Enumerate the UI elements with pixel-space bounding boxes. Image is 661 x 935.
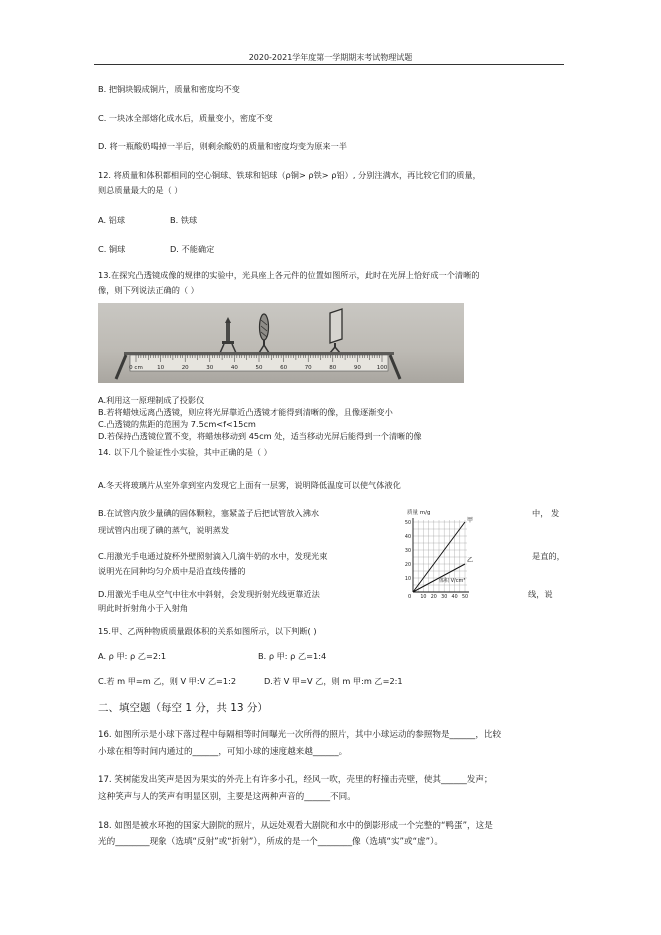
series-yi-label: 乙 [467, 557, 474, 564]
optical-bench-photo [98, 303, 464, 383]
ruler-label: 70 [304, 365, 312, 371]
q14-option-a: A.冬天将玻璃片从室外拿到室内发现它上面有一层雾，说明降低温度可以使气体液化 [98, 480, 401, 490]
q13-stem-line2: 像，则下列说法正确的（ ） [98, 285, 199, 295]
ruler-label: 30 [206, 365, 214, 371]
q18-line1: 18. 如图是被水环抱的国家大剧院的照片，从远处观看大剧院和水中的倒影形成一个完整的“鸭蛋”，这是 [98, 821, 493, 831]
q14-option-d-line1-end: 线，说 [528, 589, 553, 599]
q15-option-a: A. ρ 甲: ρ 乙=2:1 [98, 651, 167, 661]
q11-option-c: C. 一块冰全部熔化成水后，质量变小，密度不变 [98, 113, 273, 123]
ruler-label: 60 [280, 365, 288, 371]
candle-icon [220, 317, 236, 353]
q15-option-b: B. ρ 甲: ρ 乙=1:4 [258, 651, 327, 661]
q14-stem: 14. 以下几个验证性小实验，其中正确的是（ ） [98, 447, 272, 457]
graph-x-tick-labels [420, 594, 468, 600]
q14-option-b-line1-end: 中， 发 [532, 508, 560, 518]
q18-line2: 光的________现象（选填“反射”或“折射”），所成的是一个________像（选填“实”或“虚”）。 [98, 837, 443, 847]
graph-x-tick-label: 10 [420, 595, 427, 600]
q14-option-c-line1-end: 是直的， [532, 551, 565, 561]
q11-option-d: D. 将一瓶酸奶喝掉一半后，则剩余酸奶的质量和密度均变为原来一半 [98, 141, 347, 151]
bench-rail [124, 352, 394, 355]
q12-option-b: B. 铁球 [170, 215, 198, 225]
bench-leg-left [116, 355, 126, 379]
bench-leg-right [390, 355, 400, 379]
ruler-label: 20 [181, 365, 189, 371]
optical-bench-illustration [98, 303, 464, 383]
q12-stem-line1: 12. 将质量和体积都相同的空心铜球、铁球和铝球（ρ铜> ρ铁> ρ铝）, 分别注满水，再比较它们的质量， [98, 170, 481, 180]
ruler-label: 50 [255, 365, 263, 371]
graph-y-tick-label: 30 [404, 549, 411, 554]
mass-volume-graph-svg [403, 506, 485, 600]
graph-x-tick-label: 20 [430, 595, 437, 600]
ruler-label: 90 [353, 365, 361, 371]
q14-option-d-line1: D.用激光手电从空气中往水中斜射，会发现折射光线更靠近法 [98, 589, 320, 599]
q14-option-c-line1: C.用激光手电通过旋杯外壁照射滴入几滴牛奶的水中，发现光束 [98, 551, 328, 561]
q12-stem-line2: 则总质量最大的是（ ） [98, 185, 183, 195]
graph-y-tick-label: 10 [404, 577, 411, 582]
q15-stem: 15.甲、乙两种物质质量跟体积的关系如图所示，以下判断( ) [98, 626, 317, 636]
q14-option-c-line2: 说明光在同种均匀介质中是沿直线传播的 [98, 566, 246, 576]
section-2-title: 二、填空题（每空 1 分，共 13 分） [98, 702, 268, 714]
ruler-label: 0 cm [129, 365, 143, 371]
q13-option-c: C.凸透镜的焦距的范围为 7.5cm<f<15cm [98, 419, 256, 429]
q13-option-d: D.若保持凸透镜位置不变，将蜡烛移动到 45cm 处，适当移动光屏后能得到一个清晰的像 [98, 431, 422, 441]
q13-option-b: B.若将蜡烛远离凸透镜，则应将光屏靠近凸透镜才能得到清晰的像，且像逐渐变小 [98, 407, 393, 417]
ruler-label: 100 [376, 365, 388, 371]
q15-option-d: D.若 V 甲=V 乙，则 m 甲:m 乙=2:1 [264, 676, 403, 686]
q12-option-d: D. 不能确定 [170, 244, 215, 254]
q17-line1: 17. 笑树能发出笑声是因为果实的外壳上有许多小孔，经风一吹，壳里的籽撞击壳壁，使其______发声； [98, 775, 493, 785]
graph-xlabel: 体积 V/cm³ [439, 578, 466, 584]
mass-volume-graph [403, 506, 485, 600]
ruler-label: 80 [329, 365, 337, 371]
q17-line2: 这种笑声与人的笑声有明显区别，主要是这两种声音的______不同。 [98, 792, 356, 802]
q14-option-b-line1: B.在试管内放少量碘的固体颗粒，塞紧盖子后把试管放入沸水 [98, 508, 320, 518]
graph-x-tick-label: 50 [461, 595, 469, 600]
q12-option-c: C. 铜球 [98, 244, 126, 254]
ruler-label: 40 [230, 365, 238, 371]
convex-lens-icon [259, 314, 269, 353]
q13-option-a: A.利用这一原理制成了投影仪 [98, 395, 205, 405]
graph-x-tick-label: 30 [441, 595, 448, 600]
graph-y-tick-label: 40 [404, 535, 411, 540]
q11-option-b: B. 把铜块锻成铜片，质量和密度均不变 [98, 84, 240, 94]
q16-line2: 小球在相等时间内通过的______，可知小球的速度越来越______。 [98, 747, 348, 757]
graph-x-tick-label: 40 [451, 595, 458, 600]
graph-y-tick-label: 50 [404, 521, 411, 526]
q15-option-c: C.若 m 甲=m 乙，则 V 甲:V 乙=1:2 [98, 676, 237, 686]
q14-option-d-line2: 明此时折射角小于入射角 [98, 603, 189, 613]
q13-stem-line1: 13.在探究凸透镜成像的规律的实验中，光具座上各元件的位置如图所示，此时在光屏上恰好成一个清晰的 [98, 270, 480, 280]
q16-line1: 16. 如图所示是小球下落过程中每隔相等时间曝光一次所得的照片，其中小球运动的参照物是______，比较 [98, 730, 502, 740]
graph-ylabel: 质量 m/g [407, 510, 431, 516]
graph-y-tick-labels [405, 520, 411, 582]
graph-y-tick-label: 20 [404, 563, 411, 568]
series-jia-label: 甲 [467, 517, 474, 524]
header-rule [94, 64, 564, 65]
ruler-label: 10 [157, 365, 165, 371]
q12-option-a: A. 铝球 [98, 215, 126, 225]
page-header: 2020-2021学年度第一学期期末考试物理试题 [248, 53, 413, 62]
q14-option-b-line2: 现试管内出现了碘的蒸气，说明蒸发 [98, 525, 230, 535]
graph-origin-label: 0 [408, 594, 412, 600]
light-screen-icon [330, 309, 342, 353]
